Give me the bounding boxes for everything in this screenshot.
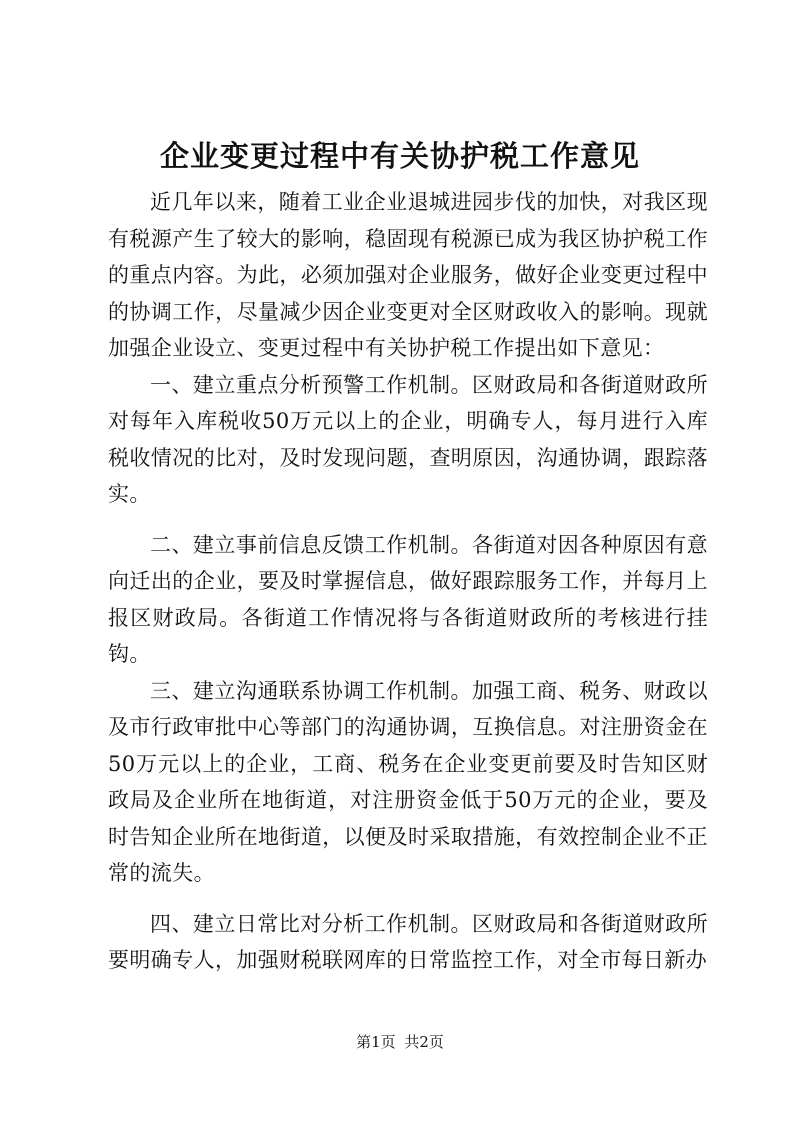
page-footer (0, 1032, 800, 1052)
paragraph-item-2: 二、建立事前信息反馈工作机制。各街道对因各种原因有意向迁出的企业，要及时掌握信息，做好跟踪服务工作，并每月上报区财政局。各街道工作情况将与各街道财政所的考核进行挂钩。 (108, 532, 708, 666)
document-title: 企业变更过程中有关协护税工作意见 (159, 139, 640, 173)
page-total: 共2页 (404, 1033, 444, 1051)
paragraph-item-3: 三、建立沟通联系协调工作机制。加强工商、税务、财政以及市行政审批中心等部门的沟通协调，互换信息。对注册资金在50万元以上的企业，工商、税务在企业变更前要及时告知区财政局及企业所在地街道，对注册资金低于50万元的企业，要及时告知企业所在地街道，以便及时采取措施，有效控制企业不正常的流失。 (108, 678, 708, 885)
paragraph-item-1: 一、建立重点分析预警工作机制。区财政局和各街道财政所对每年入库税收50万元以上的企业，明确专人，每月进行入库税收情况的比对，及时发现问题，查明原因，沟通协调，跟踪落实。 (108, 372, 708, 506)
paragraph-intro: 近几年以来，随着工业企业退城进园步伐的加快，对我区现有税源产生了较大的影响，稳固现有税源已成为我区协护税工作的重点内容。为此，必须加强对企业服务，做好企业变更过程中的协调工作，尽量减少因企业变更对全区财政收入的影响。现就加强企业设立、变更过程中有关协护税工作提出如下意见： (108, 190, 708, 360)
page-number: 第1页 (356, 1033, 396, 1051)
document-body (108, 184, 708, 979)
paragraph-item-4: 四、建立日常比对分析工作机制。区财政局和各街道财政所要明确专人，加强财税联网库的日常监控工作，对全市每日新办 (108, 911, 708, 972)
